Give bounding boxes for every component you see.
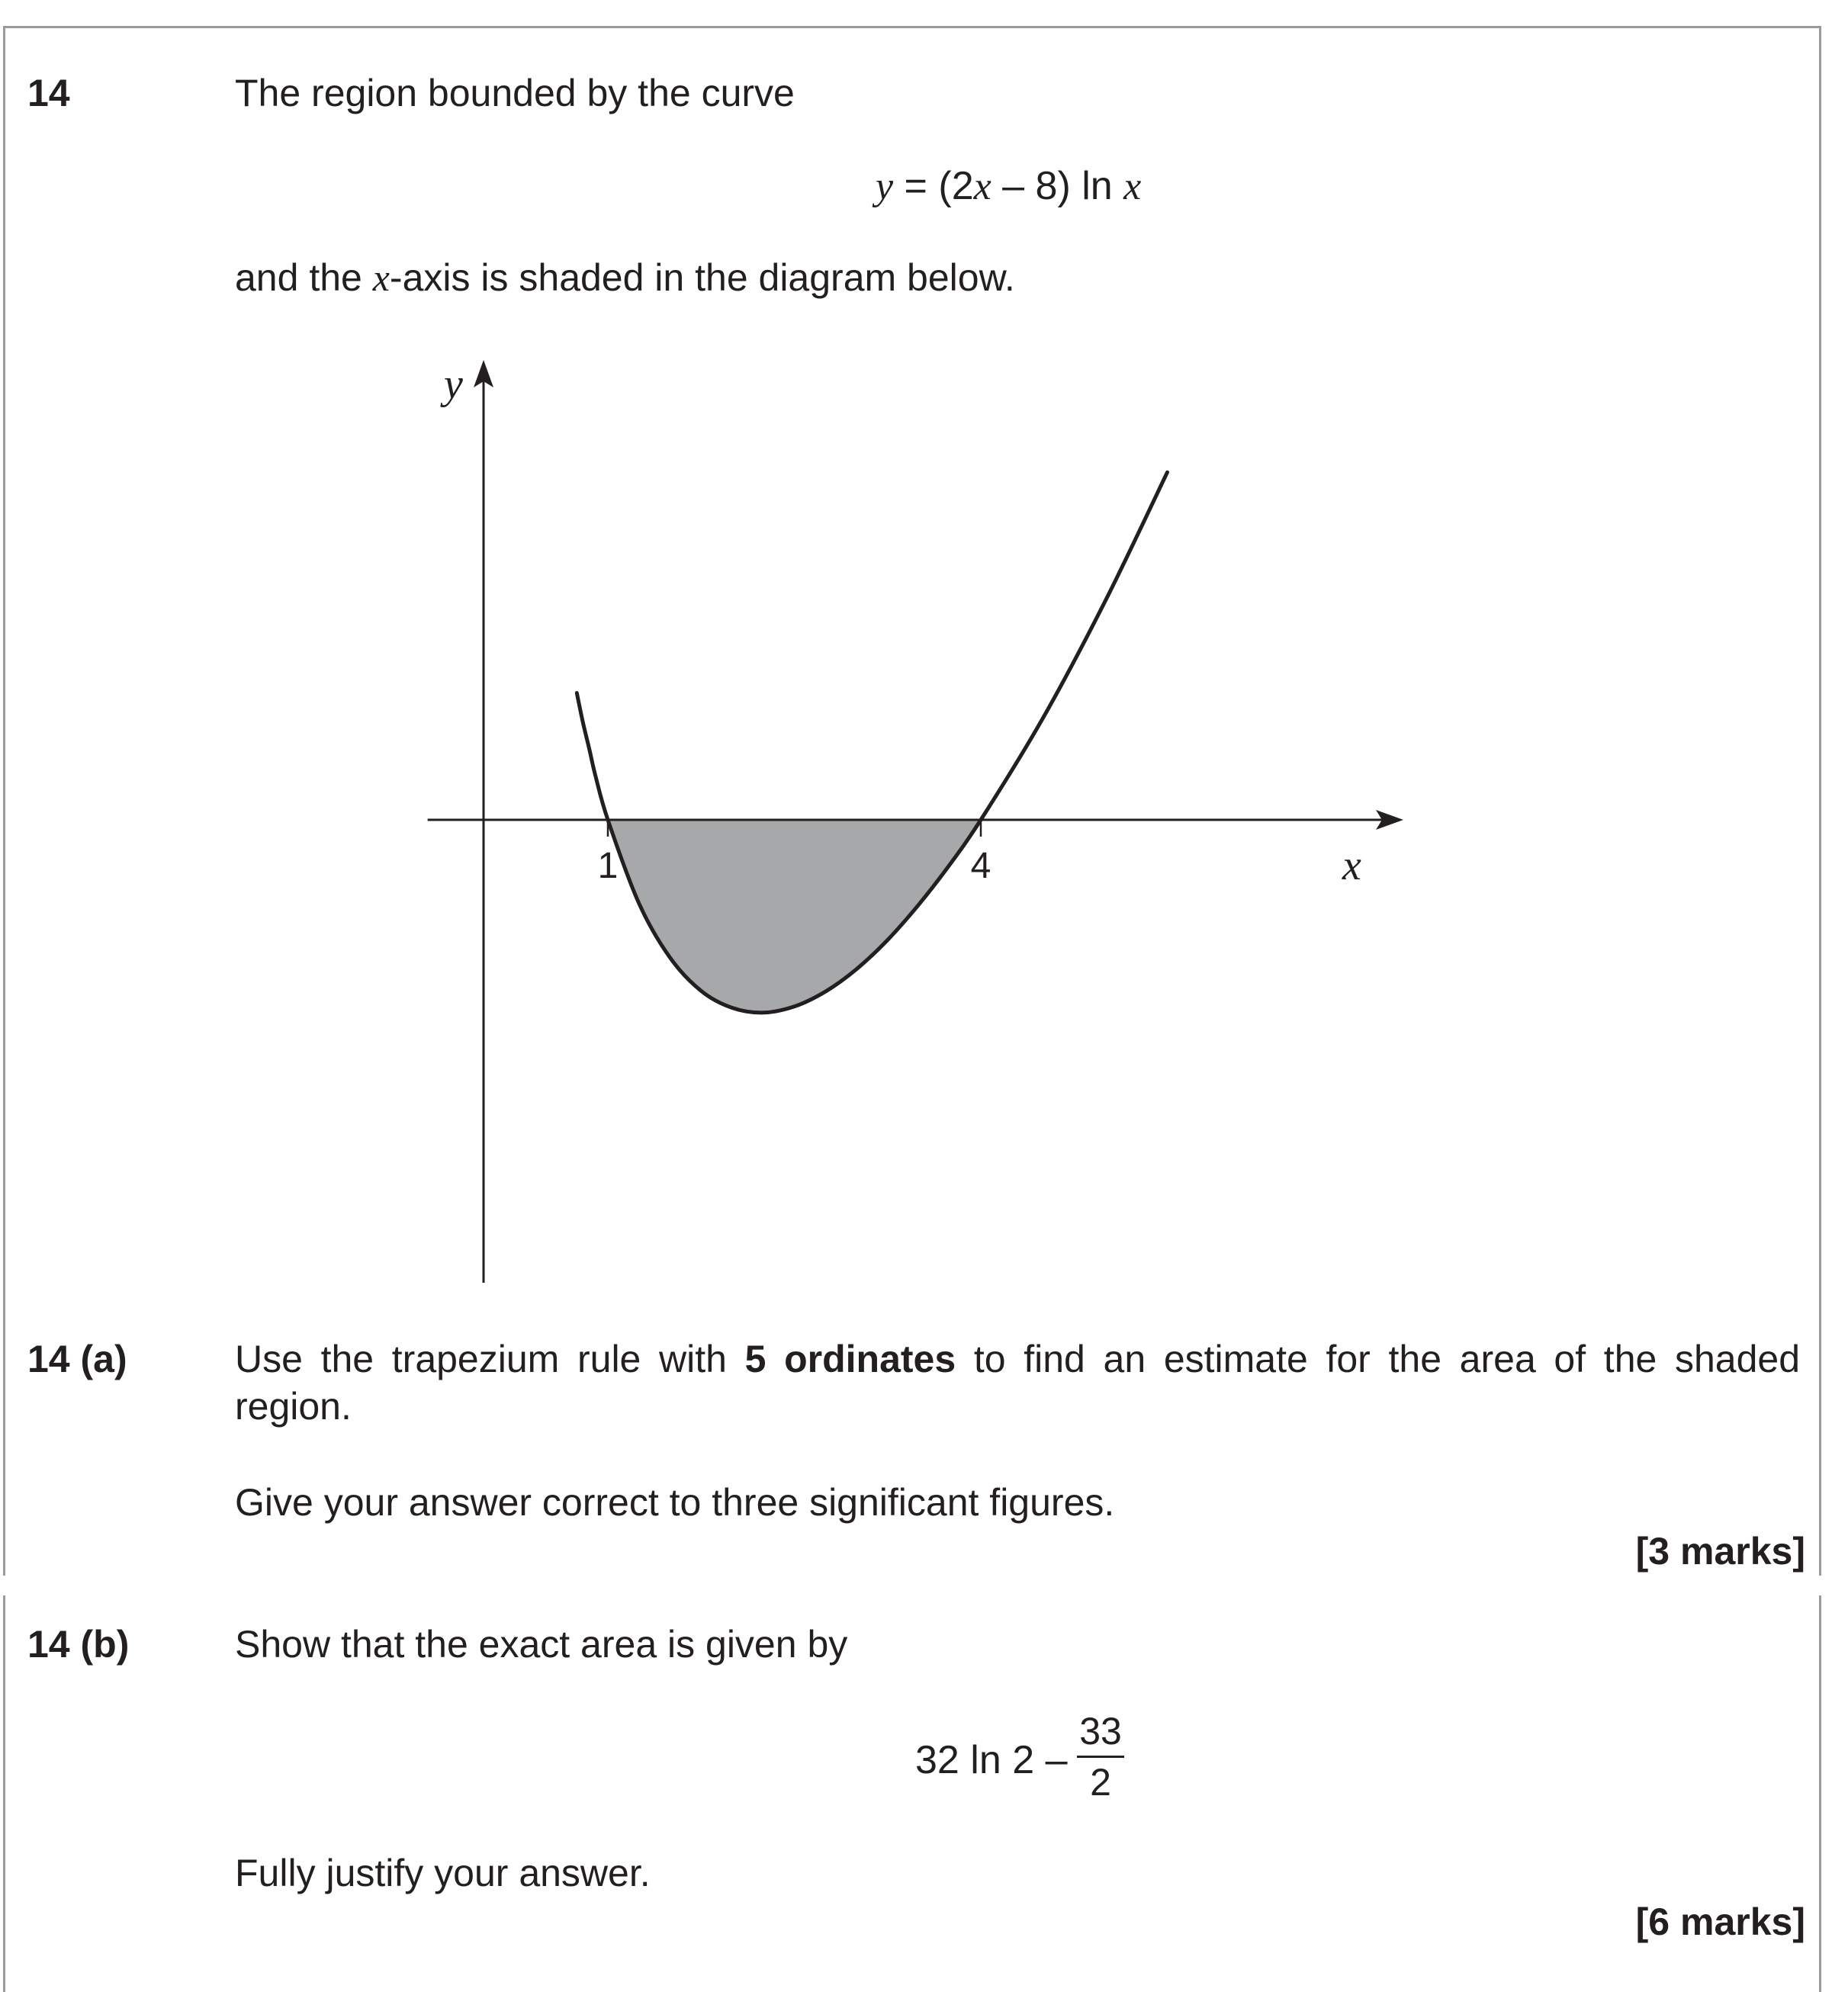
x-axis-label: x <box>1342 842 1361 889</box>
part-a-line2: region. <box>235 1385 352 1428</box>
part-b-label: 14 (b) <box>27 1623 130 1666</box>
question-intro: The region bounded by the curve <box>235 72 795 114</box>
after-pre: and the <box>235 256 373 299</box>
after-post: -axis is shaded in the diagram below. <box>389 256 1015 299</box>
eq-lhs: y <box>876 165 894 208</box>
fraction-denominator: 2 <box>1090 1761 1111 1804</box>
curve-equation <box>876 163 1141 210</box>
y-axis-label: y <box>444 361 463 408</box>
eq-rhs-var: x <box>973 165 991 208</box>
question-number: 14 <box>27 72 70 114</box>
curve-diagram <box>427 351 1419 1296</box>
part-b-line1: Show that the exact area is given by <box>235 1623 848 1666</box>
fraction-bar <box>1077 1756 1124 1758</box>
part-a-line1-post: to find an estimate for the area of the shaded <box>956 1338 1801 1380</box>
part-a-label: 14 (a) <box>27 1338 127 1380</box>
x-tick-label-4: 4 <box>970 846 991 886</box>
shaded-region <box>608 820 981 1013</box>
part-a-line1 <box>235 1336 1800 1382</box>
part-a-line1-bold: 5 ordinates <box>744 1338 956 1380</box>
part-a-line3: Give your answer correct to three significant figures. <box>235 1481 1115 1524</box>
part-a-line1-pre: Use the trapezium rule with <box>235 1338 745 1380</box>
eq-rhs-open: (2 <box>938 164 974 208</box>
exact-area-fraction <box>1077 1710 1124 1804</box>
question-after <box>235 255 1015 300</box>
part-b-line2: Fully justify your answer. <box>235 1852 651 1894</box>
eq-rhs-var2: x <box>1123 165 1142 208</box>
after-var: x <box>372 256 390 299</box>
fraction-numerator: 33 <box>1079 1710 1122 1753</box>
part-a-marks: [3 marks] <box>1635 1530 1805 1573</box>
eq-rhs-rest: – 8) ln <box>991 164 1124 208</box>
x-tick-label-1: 1 <box>597 846 619 886</box>
eq-equals: = <box>904 164 927 208</box>
part-b-marks: [6 marks] <box>1635 1900 1805 1943</box>
exact-area-expression: 32 ln 2 – <box>915 1738 1068 1782</box>
